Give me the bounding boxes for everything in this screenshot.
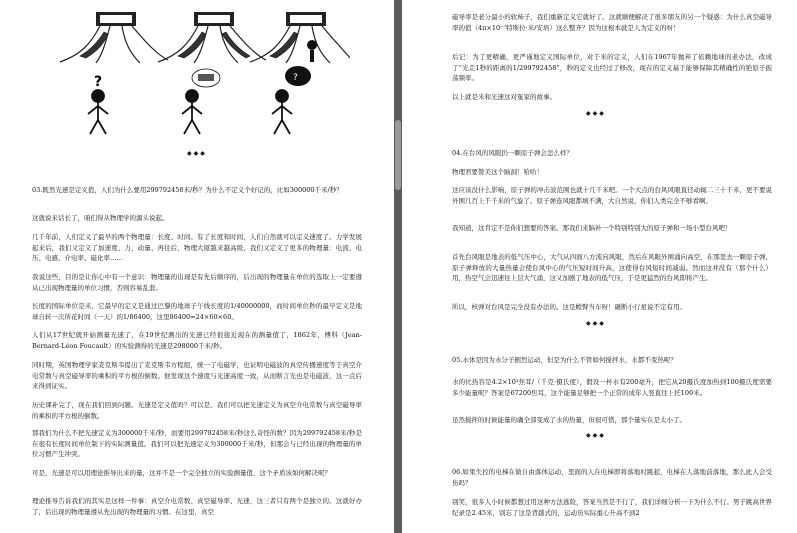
- paragraph: 那我们为什么不把光速定义为300000千米/秒，而要用299792458米/秒这么奇怪的数？因为299792458米/秒是在很有长度时间单位制下的实际测量值。我们可以把光速定义为300000千米/秒，但那会与已经出现的物理量的单位习惯产生冲突。: [32, 429, 362, 458]
- paragraph: 所以，核弹对台风是完全没有办法的。这是螳臂当车呀！砸断小行星说不定有用。: [452, 303, 686, 311]
- paragraph: 这应该没什么影响，原子弹的冲击波范围也就十几千米吧。一个大点的台风风眼直径动辄二三十千米，更不要说外围几百上千千米的气旋了。原子弹连风眼都填不满，大自然说，你们人类完全不够看啊。: [452, 186, 772, 205]
- paragraph: 这就说来话长了，咱们得从物理学的源头说起。: [32, 214, 169, 222]
- paragraph: 可是，光速是可以用理论推导出来的量，这并不是一个完全独立的实验测量值，这个矛盾该如何解决呢？: [32, 469, 331, 477]
- question-04-title: 04.在台风的风眼扔一颗原子弹会怎么样？: [452, 149, 573, 157]
- paragraph: 我说这些，目的是让你心中有一个意识：物理量的出现是有先后顺序的，后出现的物理量在单位的选取上一定要遵从已出现物理量的单位习惯，否则容易乱套。: [32, 273, 362, 292]
- question-03-title: 03.既然光速是定义值，人们为什么要用299792458米/秒？为什么不定义个好记的，比如300000千米/秒？: [32, 186, 343, 194]
- paragraph: 以上就是米和光速这对冤家的故事。: [452, 93, 556, 101]
- svg-text:?: ?: [293, 73, 298, 83]
- page-gutter-scrollbar[interactable]: [394, 0, 402, 533]
- paragraph: 首先台风眼是地表的低气压中心，大气从四面八方流向风眼，然后在风眼外围涌向高空，在那里去一颗原子弹，原子弹释放的大量热量会使台风中心的气压短时间升高，这使得台风短时间减弱。然而这并没有（那个什么）用，热空气会迅速往上层大气涌，这又加剧了地表的低气压，于是更猛烈的台风即将产生。: [452, 253, 772, 282]
- paragraph: 几千年前，人们定义了最早的两个物理量：长度、时间。有了长度和时间，人们自然就可以定义速度了。力学发展起来后，我们又定义了加速度、力、动量、再往后，物理大厦越来越高级，我们又定义了更多的物理量：电流、电压、电感、介电率、磁化率……: [32, 233, 362, 262]
- section-separator: ◆◆◆: [586, 432, 606, 439]
- svg-text:?: ?: [94, 74, 103, 90]
- paragraph: 历史课补完了，现在我们回到问题。光速是定义值吗？可以是。我们可以把光速定义为真空介电常数与真空磁导率的乘积的平方根的倒数。: [32, 401, 362, 420]
- left-page: [0, 0, 394, 533]
- question-05-title: 05.水体是因为水分子剧烈运动，但是为什么不管如何搅拌水，水都不变热呢？: [452, 356, 677, 364]
- paragraph: 长度的国际单位是米，它最早的定义是通过巴黎的地球子午线长度的1/40000000，而时间单位秒的最早定义是地球自转一次所花时间（一天）的1/86400，这里86400=24×60×60。: [32, 302, 362, 321]
- physics-cartoon-illustration: [50, 0, 350, 140]
- paragraph: 同时期，英国物理学家麦克斯韦提出了麦克斯韦方程组，统一了电磁学，也证明电磁波的真空传播速度等于真空介电常数与真空磁导率的乘积的平方根的倒数。他发现这个速度与光速高度一致，从而断言光也是电磁波，这一点后来得到证实。: [32, 361, 362, 390]
- paragraph: 我知道，这肯定不是你们想要的答案。那我们来脑补一个特别特别大的原子弹和一场小型台风吧！: [452, 224, 732, 232]
- section-separator: ◆◆◆: [187, 150, 207, 157]
- paragraph: 虽然搅拌的时候能量的确全部变成了水的热量，但很可惜，那个量实在是太小了。: [452, 416, 686, 424]
- scrollbar-thumb[interactable]: [395, 120, 401, 190]
- paragraph: 理论推导告诉我们的其实是这样一件事：真空介电常数、真空磁导率、光速，这三者只有两个是独立的。这就好办了，后出现的物理量遵从先出现的物理量的习惯。在这里，真空: [32, 497, 362, 516]
- question-06-title: 06.如果失控的电梯在做自由落体运动，里面的人在电梯即将落地时跳起，电梯在人落地前落地，那么此人会受伤吗？: [452, 468, 772, 487]
- section-separator: ◆◆◆: [586, 110, 606, 117]
- paragraph: 别笑，很多人小时候都想过用这种方法逃险，答案当然是不行了，我们详细分析一下为什么不行。男子跳高世界纪录是2.45米，别忘了这是背越式的，运动员实际重心升高不到2: [452, 498, 772, 517]
- paragraph: 水的比热容是4.2×10³焦耳/（千克·摄氏度），假设一杯水有200毫升，把它从20摄氏度加热到100摄氏度需要多少能量呢？答案是67200焦耳，这个能量足够把一个正常的成年人竖直往上托100米。: [452, 378, 772, 397]
- paragraph: 人们从17世纪就开始测量光速了，在19世纪测出的光速已经很接近现在的测量值了，1862年，傅科（Jean-Bernard-Léon Foucault）的实验测得的光速是298000千米/秒。: [32, 331, 362, 350]
- paragraph: 物理君要赞美这个脑洞！哈哈！: [452, 168, 543, 176]
- section-separator: ◆◆◆: [586, 320, 606, 327]
- paragraph: 磁导率是老分最小的软柿子，我们重新定义它就好了。这就顺便解决了很多朋友的另一个疑惑：为什么真空磁导率的值（4π×10⁻⁷特斯拉·米/安培）这么整齐？因为这根本就是人为定义的呀！: [452, 13, 772, 32]
- paragraph: 后记：为了更精确，更严谨地定义国际单位，对于米的定义，人们在1967年抛弃了依赖地球的老办法，改成了“光走1秒的距离的1/299792458”，秒的定义也经过了修改，现在的定义基于能够保障其精确性的铯原子振荡频率。: [452, 53, 772, 82]
- right-page: [402, 0, 797, 533]
